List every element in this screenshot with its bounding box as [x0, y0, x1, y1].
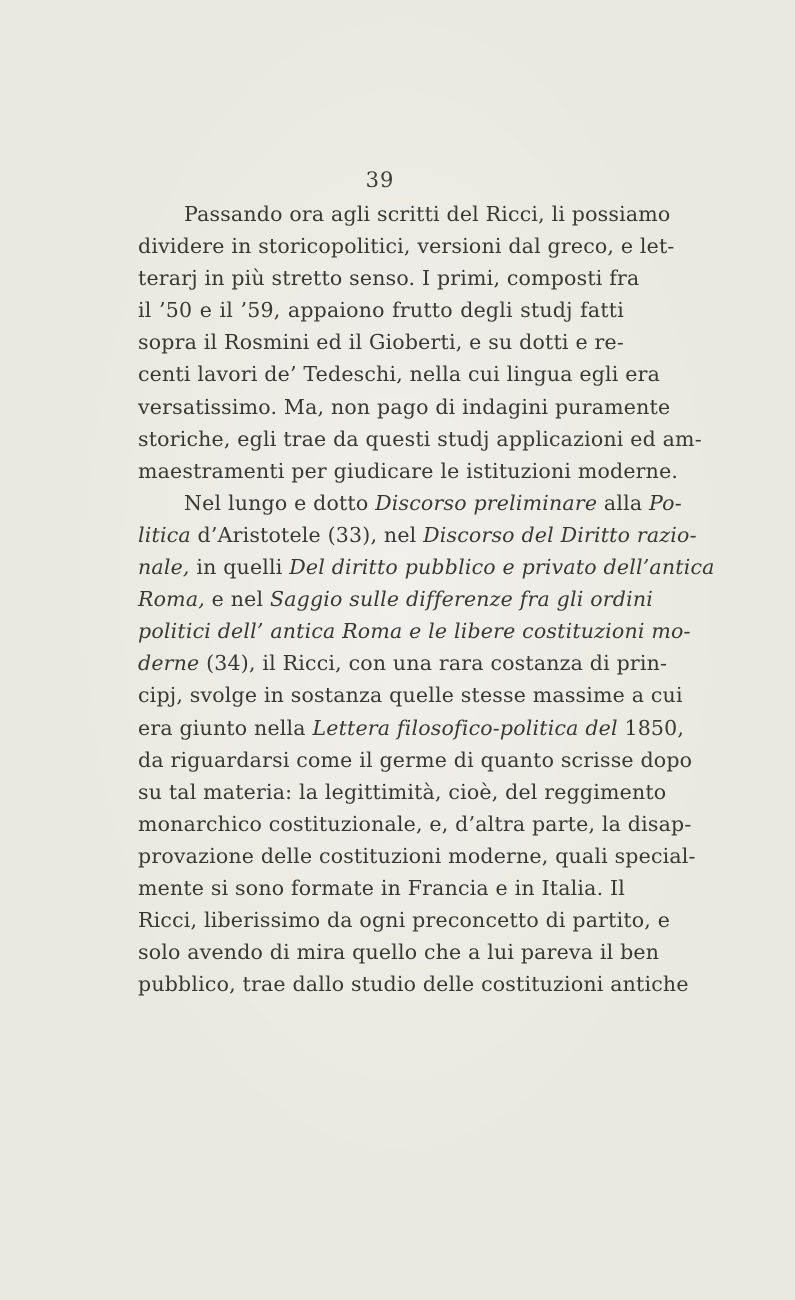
- text-line: centi lavori de’ Tedeschi, nella cui lingua egli era: [138, 362, 661, 387]
- text-line: sopra il Rosmini ed il Gioberti, e su dotti e re-: [138, 330, 624, 355]
- text-line: derne (34), il Ricci, con una rara costanza di prin-: [138, 651, 668, 676]
- text-line: versatissimo. Ma, non pago di indagini puramente: [138, 394, 671, 419]
- text-line: Ricci, liberissimo da ogni preconcetto di partito, e: [138, 908, 671, 933]
- text-line: Nel lungo e dotto Discorso preliminare alla Po-: [184, 490, 682, 515]
- text-line: politici dell’ antica Roma e le libere costituzioni mo-: [138, 619, 691, 644]
- text-line: solo avendo di mira quello che a lui pareva il ben: [138, 940, 660, 965]
- text-line: era giunto nella Lettera filosofico-politica del 1850,: [138, 715, 685, 740]
- text-line: pubblico, trae dallo studio delle costituzioni antiche: [138, 972, 689, 997]
- body-text: [138, 198, 715, 1000]
- text-line: mente si sono formate in Francia e in Italia. Il: [138, 875, 626, 900]
- text-line: Passando ora agli scritti del Ricci, li possiamo: [184, 202, 671, 226]
- text-line: Roma, e nel Saggio sulle differenze fra gli ordini: [138, 587, 653, 612]
- text-line: dividere in storicopolitici, versioni dal greco, e let-: [138, 234, 675, 259]
- text-line: da riguardarsi come il germe di quanto scrisse dopo: [138, 747, 693, 772]
- text-line: monarchico costituzionale, e, d’altra parte, la disap-: [138, 811, 692, 836]
- text-line: terarj in più stretto senso. I primi, composti fra: [138, 266, 640, 291]
- text-line: nale, in quelli Del diritto pubblico e privato dell’antica: [138, 555, 715, 580]
- text-line: storiche, egli trae da questi studj applicazioni ed am-: [138, 426, 702, 451]
- text-line: provazione delle costituzioni moderne, quali special-: [138, 843, 696, 868]
- text-line: cipj, svolge in sostanza quelle stesse massime a cui: [138, 683, 683, 708]
- text-line: maestramenti per giudicare le istituzioni moderne.: [138, 458, 679, 483]
- text-line: su tal materia: la legittimità, cioè, del reggimento: [138, 779, 667, 804]
- text-line: litica d’Aristotele (33), nel Discorso del Diritto razio-: [138, 522, 697, 547]
- page-number: 39: [365, 168, 395, 192]
- text-line: il ’50 e il ’59, appaiono frutto degli studj fatti: [138, 298, 624, 323]
